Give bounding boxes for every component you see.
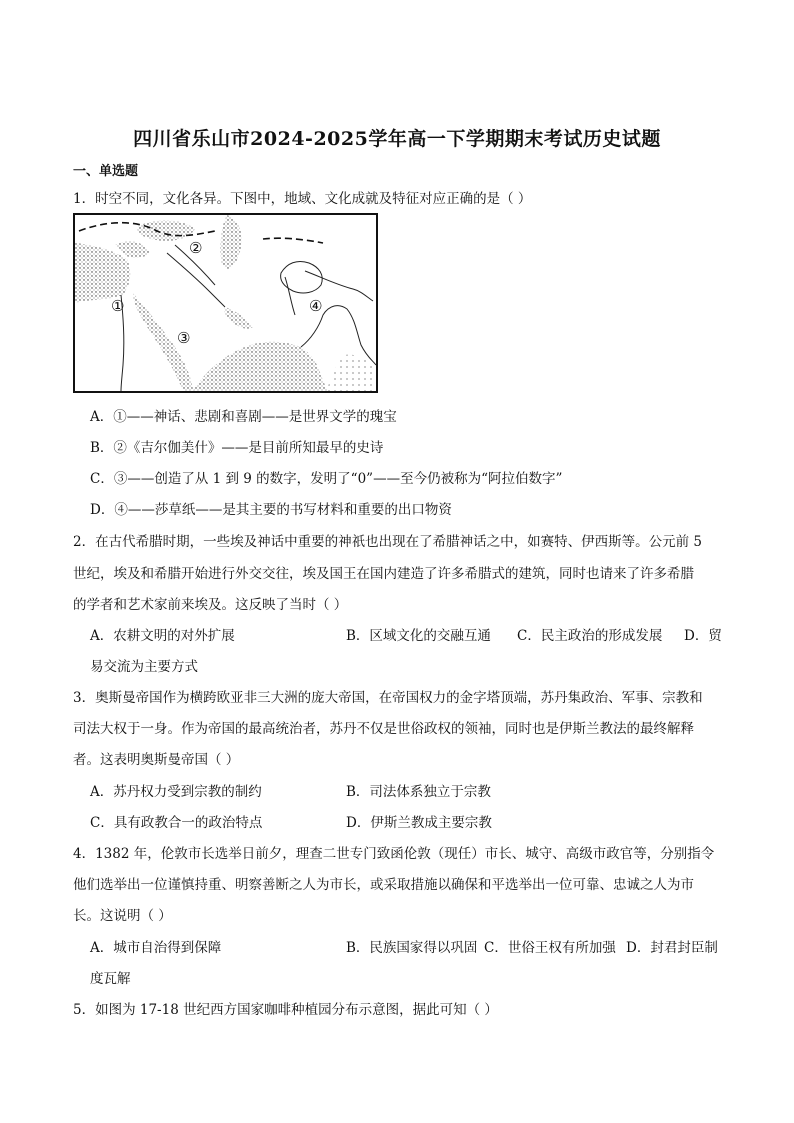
q2-option-c[interactable]: C．民主政治的形成发展: [517, 628, 663, 644]
q2-option-a[interactable]: A．农耕文明的对外扩展: [90, 628, 235, 644]
q1-option-c[interactable]: C．③——创造了从 1 到 9 的数字，发明了“0”——至今仍被称为“阿拉伯数字”: [90, 471, 563, 487]
q4-option-b[interactable]: B．民族国家得以巩固: [346, 940, 478, 956]
q3-stem-line-1: 3．奥斯曼帝国作为横跨欧亚非三大洲的庞大帝国，在帝国权力的金字塔顶端，苏丹集政治、军事、宗教和: [73, 690, 703, 706]
map-label-3: ③: [177, 329, 191, 347]
q2-option-b[interactable]: B．区域文化的交融互通: [346, 628, 491, 644]
q4-option-d[interactable]: D．封君封臣制: [626, 940, 718, 956]
q4-stem-line-3: 长。这说明（ ）: [73, 908, 172, 924]
q3-option-d[interactable]: D．伊斯兰教成主要宗教: [346, 815, 492, 831]
q2-stem-line-3: 的学者和艺术家前来埃及。这反映了当时（ ）: [73, 597, 348, 613]
q3-stem-line-2: 司法大权于一身。作为帝国的最高统治者，苏丹不仅是世俗政权的领袖，同时也是伊斯兰教法的最终解释: [73, 721, 694, 737]
q5-stem: 5．如图为 17-18 世纪西方国家咖啡种植园分布示意图，据此可知（ ）: [73, 1002, 498, 1018]
q2-option-d[interactable]: D．贸: [684, 628, 722, 644]
q1-option-a[interactable]: A．①——神话、悲剧和喜剧——是世界文学的瑰宝: [90, 409, 397, 425]
page-title: 四川省乐山市2024-2025学年高一下学期期末考试历史试题: [133, 128, 661, 150]
question-1-map: [73, 213, 378, 393]
q3-option-c[interactable]: C．具有政教合一的政治特点: [90, 815, 263, 831]
q3-option-a[interactable]: A．苏丹权力受到宗教的制约: [90, 784, 262, 800]
q3-option-b[interactable]: B．司法体系独立于宗教: [346, 784, 491, 800]
q4-stem-line-2: 他们选举出一位谨慎持重、明察善断之人为市长，或采取措施以确保和平选举出一位可靠、忠诚之人为市: [73, 877, 694, 893]
q1-option-d[interactable]: D．④——莎草纸——是其主要的书写材料和重要的出口物资: [90, 502, 452, 518]
q2-stem-line-2: 世纪，埃及和希腊开始进行外交交往，埃及国王在国内建造了许多希腊式的建筑，同时也请来了许多希腊: [73, 566, 694, 582]
map-label-4: ④: [309, 297, 323, 315]
q1-option-b[interactable]: B．②《吉尔伽美什》——是目前所知最早的史诗: [90, 440, 384, 456]
q2-stem-line-1: 2．在古代希腊时期，一些埃及神话中重要的神祇也出现在了希腊神话之中，如赛特、伊西斯等。公元前 5: [73, 534, 702, 550]
map-label-1: ①: [111, 297, 125, 315]
q3-stem-line-3: 者。这表明奥斯曼帝国（ ）: [73, 752, 240, 768]
q4-option-c[interactable]: C．世俗王权有所加强: [484, 940, 616, 956]
map-label-2: ②: [189, 239, 203, 257]
q2-option-d-wrap[interactable]: 易交流为主要方式: [90, 659, 198, 675]
q4-option-a[interactable]: A．城市自治得到保障: [90, 940, 222, 956]
q4-stem-line-1: 4．1382 年，伦敦市长选举日前夕，理查二世专门致函伦敦（现任）市长、城守、高级市政官等，分别指令: [73, 846, 715, 862]
question-1-stem: 1．时空不同，文化各异。下图中，地域、文化成就及特征对应正确的是（ ）: [73, 191, 532, 207]
q4-option-d-wrap[interactable]: 度瓦解: [90, 971, 131, 987]
section-heading: 一、单选题: [73, 164, 139, 179]
